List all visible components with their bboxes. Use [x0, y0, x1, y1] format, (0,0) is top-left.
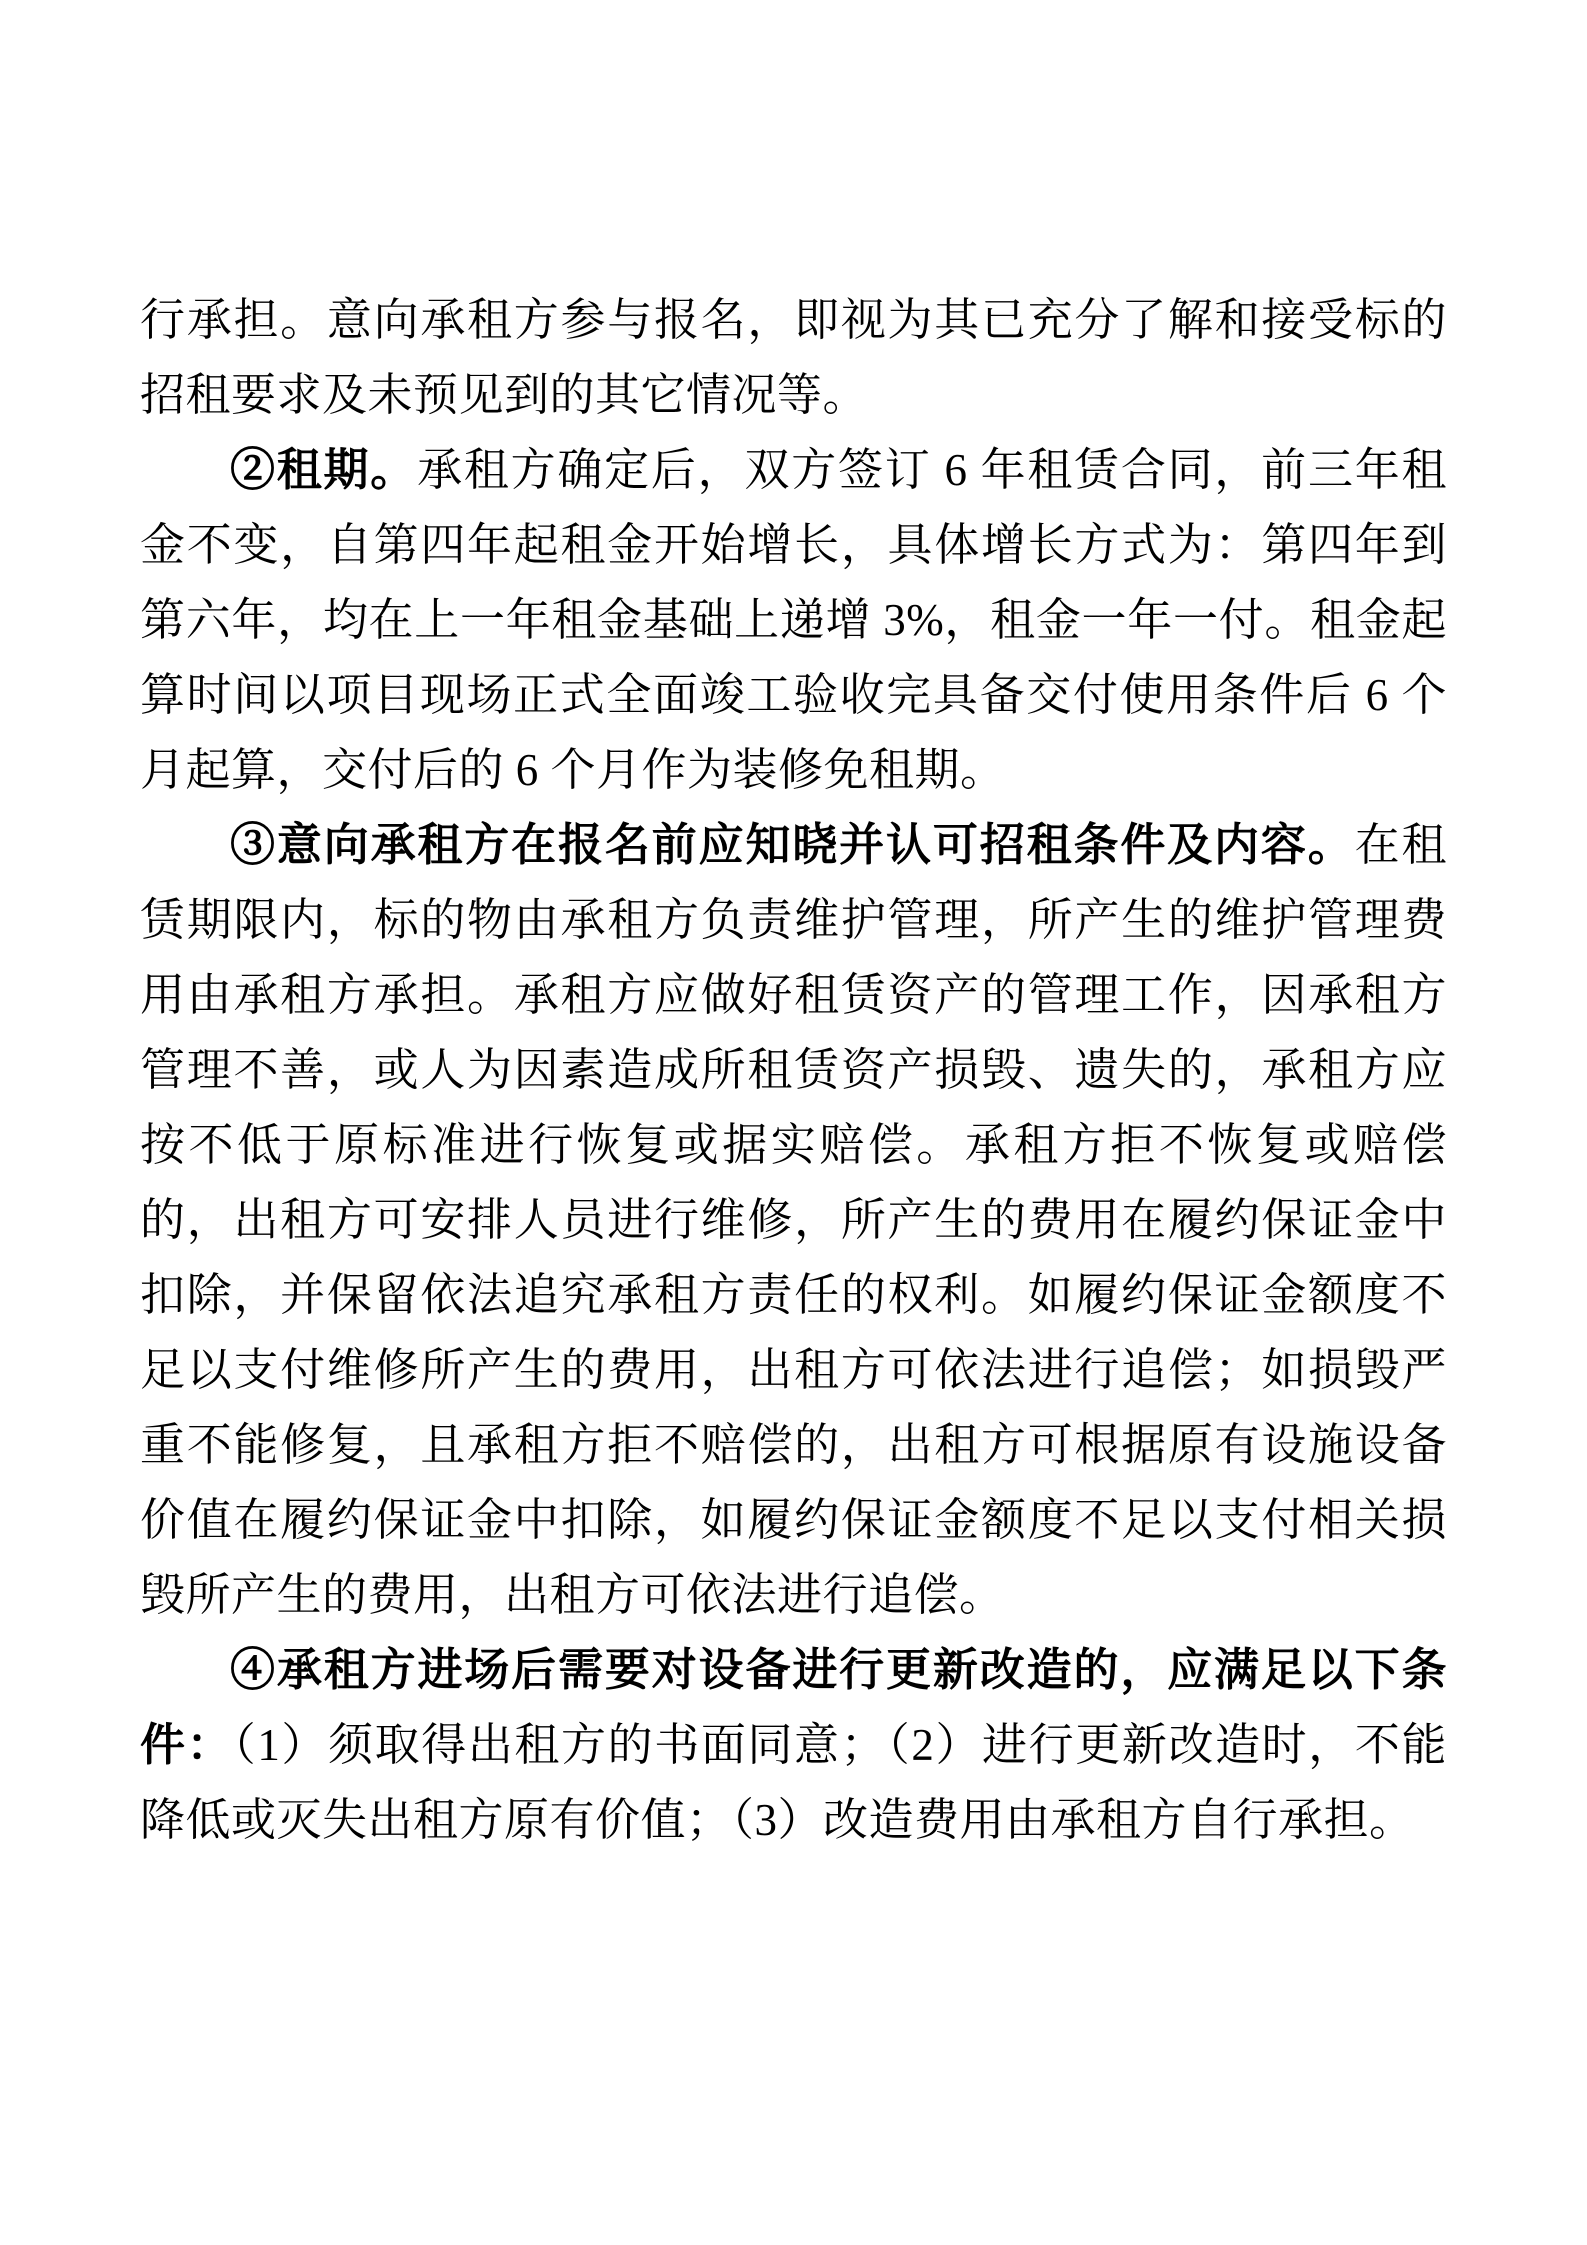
paragraph	[140, 808, 1447, 1633]
text-run-bold: ④承租方进场后需要对设备进行更新改造的，应满足以下条件：	[140, 1645, 1447, 1770]
text-run-bold: ②租期。	[230, 445, 418, 495]
text-run-bold: ③意向承租方在报名前应知晓并认可招租条件及内容。	[230, 820, 1355, 870]
paragraph	[140, 283, 1447, 433]
text-run: 承租方确定后，双方签订 6 年租赁合同，前三年租金不变，自第四年起租金开始增长，具体增长方式为：第四年到第六年，均在上一年租金基础上递增 3%，租金一年一付。租金起算时间以项目现场正式全面竣工验收完具备交付使用条件后 6 个月起算，交付后的 6 个月作为装修免租期。	[140, 445, 1447, 795]
text-run: 行承担。意向承租方参与报名，即视为其已充分了解和接受标的招租要求及未预见到的其它情况等。	[140, 295, 1447, 420]
paragraph	[140, 1633, 1447, 1858]
text-content	[140, 283, 1447, 1858]
text-run: 在租赁期限内，标的物由承租方负责维护管理，所产生的维护管理费用由承租方承担。承租方应做好租赁资产的管理工作，因承租方管理不善，或人为因素造成所租赁资产损毁、遗失的，承租方应按不低于原标准进行恢复或据实赔偿。承租方拒不恢复或赔偿的，出租方可安排人员进行维修，所产生的费用在履约保证金中扣除，并保留依法追究承租方责任的权利。如履约保证金额度不足以支付维修所产生的费用，出租方可依法进行追偿；如损毁严重不能修复，且承租方拒不赔偿的，出租方可根据原有设施设备价值在履约保证金中扣除，如履约保证金额度不足以支付相关损毁所产生的费用，出租方可依法进行追偿。	[140, 820, 1447, 1620]
text-run: （1）须取得出租方的书面同意；（2）进行更新改造时，不能降低或灭失出租方原有价值；（3）改造费用由承租方自行承担。	[140, 1720, 1447, 1845]
paragraph	[140, 433, 1447, 808]
